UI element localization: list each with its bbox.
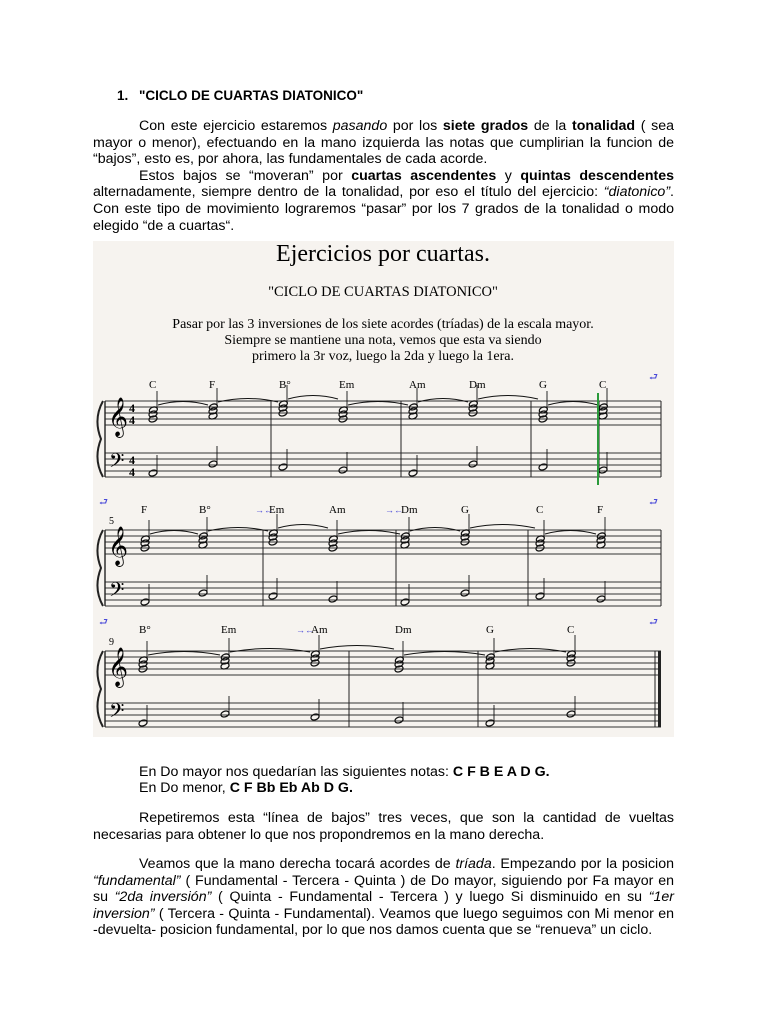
bass-note-head [278, 463, 288, 471]
score-instruction-2: Siempre se mantiene una nota, vemos que esta va siendo [224, 333, 542, 348]
score-instruction-3: primero la 3r voz, luego la 2da y luego la 1era. [251, 349, 515, 364]
bass-note-head [394, 716, 404, 724]
score-subtitle: "CICLO DE CUARTAS DIATONICO" [268, 284, 498, 300]
tie [338, 531, 400, 535]
bass-note-head [408, 469, 418, 477]
time-signature: 4 [129, 401, 135, 415]
tie [158, 402, 208, 406]
brace [97, 530, 103, 606]
chord-symbol: Em [339, 379, 355, 391]
bass-note-head [400, 598, 410, 606]
bass-note-head [328, 595, 338, 603]
major-notes-line: En Do mayor nos quedarían las siguientes notas: C F B E A D G. [139, 764, 550, 780]
bass-note-head [598, 466, 608, 474]
chord-symbol: C [599, 379, 607, 391]
tie [548, 402, 598, 406]
tie [218, 399, 278, 403]
chord-symbol: Dm [401, 504, 418, 516]
score-systems [97, 372, 661, 727]
tie [150, 531, 198, 535]
final-barline [658, 651, 661, 727]
brace [97, 651, 103, 727]
score-instruction-1: Pasar por las 3 inversiones de los siete acordes (tríadas) de la escala mayor. [172, 317, 594, 332]
return-marker-icon: ⮐ [649, 372, 658, 383]
bass-note-head [138, 719, 148, 727]
brace [97, 401, 103, 477]
chord-symbol: C [536, 504, 544, 516]
chord-symbol: G [539, 379, 547, 391]
bass-note-head [208, 460, 218, 468]
tie [288, 396, 338, 400]
chord-symbol: Em [269, 504, 285, 516]
measure-number: 9 [109, 637, 114, 648]
chord-symbol: G [486, 624, 494, 636]
section-number: 1. [117, 88, 129, 103]
tie [320, 646, 394, 650]
bass-note-head [198, 589, 208, 597]
return-marker-icon: ⮐ [99, 617, 108, 628]
tie [478, 396, 538, 400]
chord-symbol: F [209, 379, 216, 391]
treble-clef: 𝄞 [108, 397, 129, 437]
minor-notes-line: En Do menor, C F Bb Eb Ab D G. [139, 780, 353, 796]
bass-note-head [338, 466, 348, 474]
chord-symbol: Am [311, 624, 328, 636]
tie [230, 649, 310, 653]
chord-symbol: C [567, 624, 575, 636]
blue-marker-icon: →← [255, 505, 273, 515]
bass-note-head [148, 469, 158, 477]
intro-p2: Estos bajos se “moveran” por cuartas ascendentes y quintas descendentes alternadamente, siempre dentro de la tonalidad, por eso el título del ejercicio: “diatonico”. Con este tipo de movimiento lograremos “pasar” por los 7 grados de la tonalidad o modo elegido “de a cuartas“. [93, 167, 674, 234]
time-signature: 4 [129, 465, 135, 479]
score-title: Ejercicios por cuartas. [276, 241, 490, 267]
treble-clef: 𝄞 [108, 526, 129, 566]
tie [545, 531, 596, 535]
bass-note-head [485, 719, 495, 727]
tie [495, 649, 566, 653]
bass-note-head [140, 598, 150, 606]
chord-symbol: B° [279, 379, 291, 391]
bass-clef: 𝄢 [109, 699, 125, 727]
bass-note-head [220, 710, 230, 718]
tie [410, 528, 460, 532]
treble-clef: 𝄞 [108, 647, 129, 687]
tie [418, 399, 468, 403]
triad-paragraph: Veamos que la mano derecha tocará acordes de tríada. Empezando por la posicion “fundamental” ( Fundamental - Tercera - Quinta ) de Do mayor, siguiendo por Fa mayor en su “2da inversión” ( Quinta - Fundamental - Tercera ) y luego Si disminuido en su “1er inversion” ( Tercera - Quinta - Fundamental). Veamos que luego seguimos con Mi menor en -devuelta- posicion fundamental, por lo que nos damos cuenta que se “renueva” un ciclo. [93, 856, 674, 939]
bass-line-paragraph: Repetiremos esta “línea de bajos” tres veces, que son la cantidad de vueltas necesarias para obtener lo que nos propondremos en la mano derecha. [93, 810, 674, 843]
chord-symbol: B° [199, 504, 211, 516]
return-marker-icon: ⮐ [649, 497, 658, 508]
blue-marker-icon: →← [296, 625, 314, 635]
minor-notes: C F Bb Eb Ab D G. [229, 780, 353, 796]
return-marker-icon: ⮐ [99, 497, 108, 508]
tie [148, 652, 220, 656]
bass-note-head [468, 460, 478, 468]
chord-symbol: Am [409, 379, 426, 391]
bass-note-head [310, 713, 320, 721]
major-notes: C F B E A D G. [452, 764, 550, 780]
chord-symbol: Dm [469, 379, 486, 391]
bass-note-head [566, 710, 576, 718]
chord-symbol: Em [221, 624, 237, 636]
section-title: "CICLO DE CUARTAS DIATONICO" [139, 88, 364, 103]
bass-clef: 𝄢 [109, 578, 125, 606]
bass-clef: 𝄢 [109, 449, 125, 477]
return-marker-icon: ⮐ [649, 617, 658, 628]
measure-number: 5 [109, 516, 114, 527]
time-signature: 4 [129, 453, 135, 467]
chord-symbol: B° [139, 624, 151, 636]
intro-p1: Con este ejercicio estaremos pasando por los siete grados de la tonalidad ( sea mayor o menor), efectuando en la mano izquierda las notas que cumplirian la funcion de “bajos”, esto es, por ahora, las fundamentales de cada acorde. [93, 118, 674, 168]
tie [348, 402, 408, 406]
bass-note-head [538, 463, 548, 471]
tie [208, 528, 268, 532]
intro-paragraph [93, 118, 674, 234]
tie [278, 525, 328, 529]
chord-symbol: F [141, 504, 148, 516]
time-signature: 4 [129, 413, 135, 427]
tie [404, 652, 485, 656]
bass-note-head [535, 592, 545, 600]
bass-note-head [596, 595, 606, 603]
chord-symbol: G [461, 504, 469, 516]
section-heading [117, 88, 363, 103]
chord-symbol: C [149, 379, 157, 391]
chord-symbol: F [597, 504, 604, 516]
score-image [93, 241, 674, 737]
tie [470, 525, 535, 529]
bass-note-head [460, 589, 470, 597]
chord-symbol: Am [329, 504, 346, 516]
chord-symbol: Dm [395, 624, 412, 636]
bass-note-head [268, 592, 278, 600]
blue-marker-icon: →← [385, 505, 403, 515]
